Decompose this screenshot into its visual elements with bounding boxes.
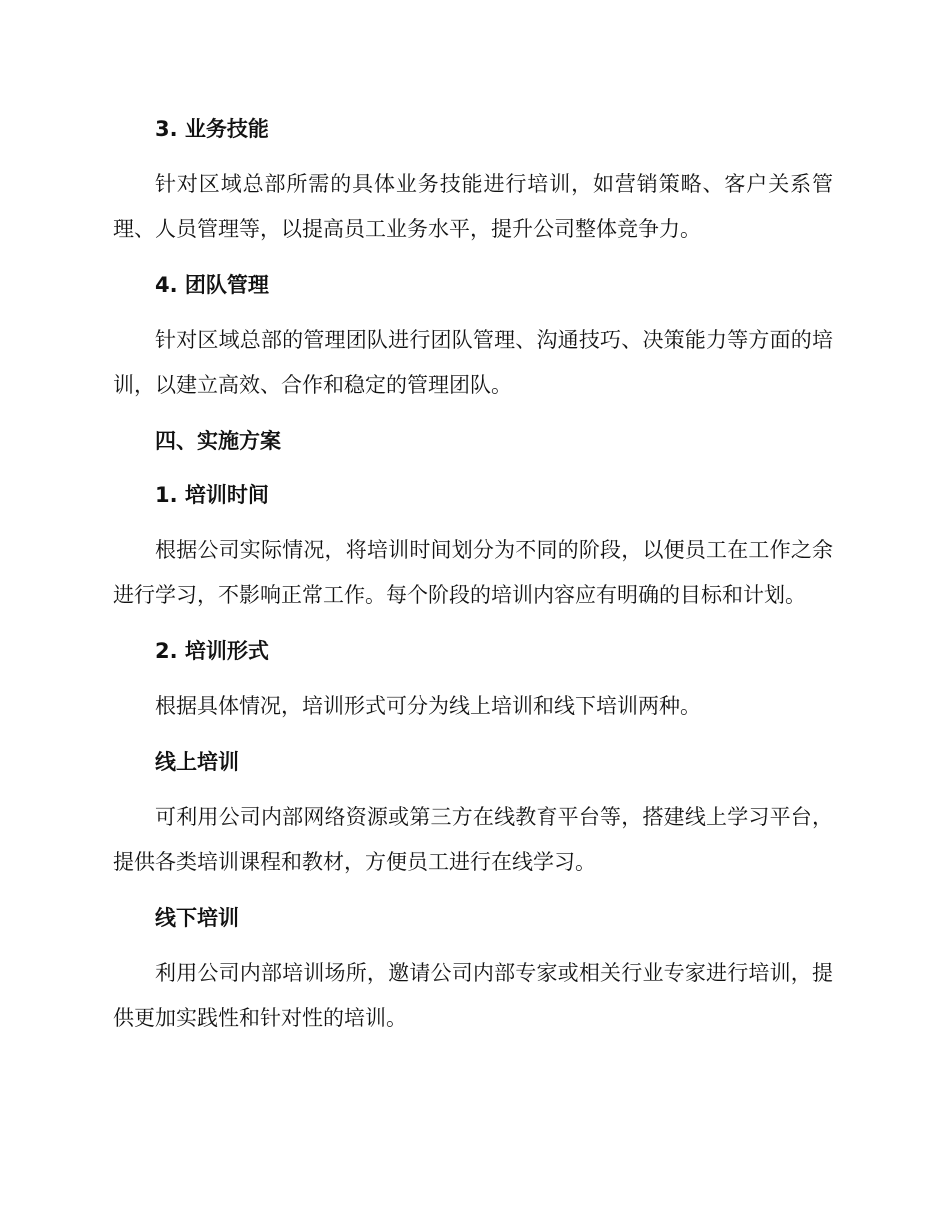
heading-business-skills: 3. 业务技能 [155, 117, 269, 141]
paragraph-team-management: 针对区域总部的管理团队进行团队管理、沟通技巧、决策能力等方面的培训，以建立高效、合作和稳定的管理团队。 [113, 328, 833, 397]
heading-online-training: 线上培训 [155, 750, 239, 774]
heading-implementation-plan: 四、实施方案 [155, 429, 281, 453]
heading-team-management: 4. 团队管理 [155, 273, 269, 297]
document-body [113, 108, 833, 1041]
paragraph-training-time: 根据公司实际情况，将培训时间划分为不同的阶段，以便员工在工作之余进行学习，不影响正常工作。每个阶段的培训内容应有明确的目标和计划。 [113, 538, 833, 607]
paragraph-offline-training: 利用公司内部培训场所，邀请公司内部专家或相关行业专家进行培训，提供更加实践性和针对性的培训。 [113, 961, 833, 1030]
heading-offline-training: 线下培训 [155, 906, 239, 930]
paragraph-training-format: 根据具体情况，培训形式可分为线上培训和线下培训两种。 [155, 694, 701, 718]
paragraph-online-training: 可利用公司内部网络资源或第三方在线教育平台等，搭建线上学习平台，提供各类培训课程和教材，方便员工进行在线学习。 [113, 805, 833, 874]
heading-training-format: 2. 培训形式 [155, 639, 269, 663]
heading-training-time: 1. 培训时间 [155, 483, 269, 507]
paragraph-business-skills: 针对区域总部所需的具体业务技能进行培训，如营销策略、客户关系管理、人员管理等，以提高员工业务水平，提升公司整体竞争力。 [113, 172, 833, 241]
